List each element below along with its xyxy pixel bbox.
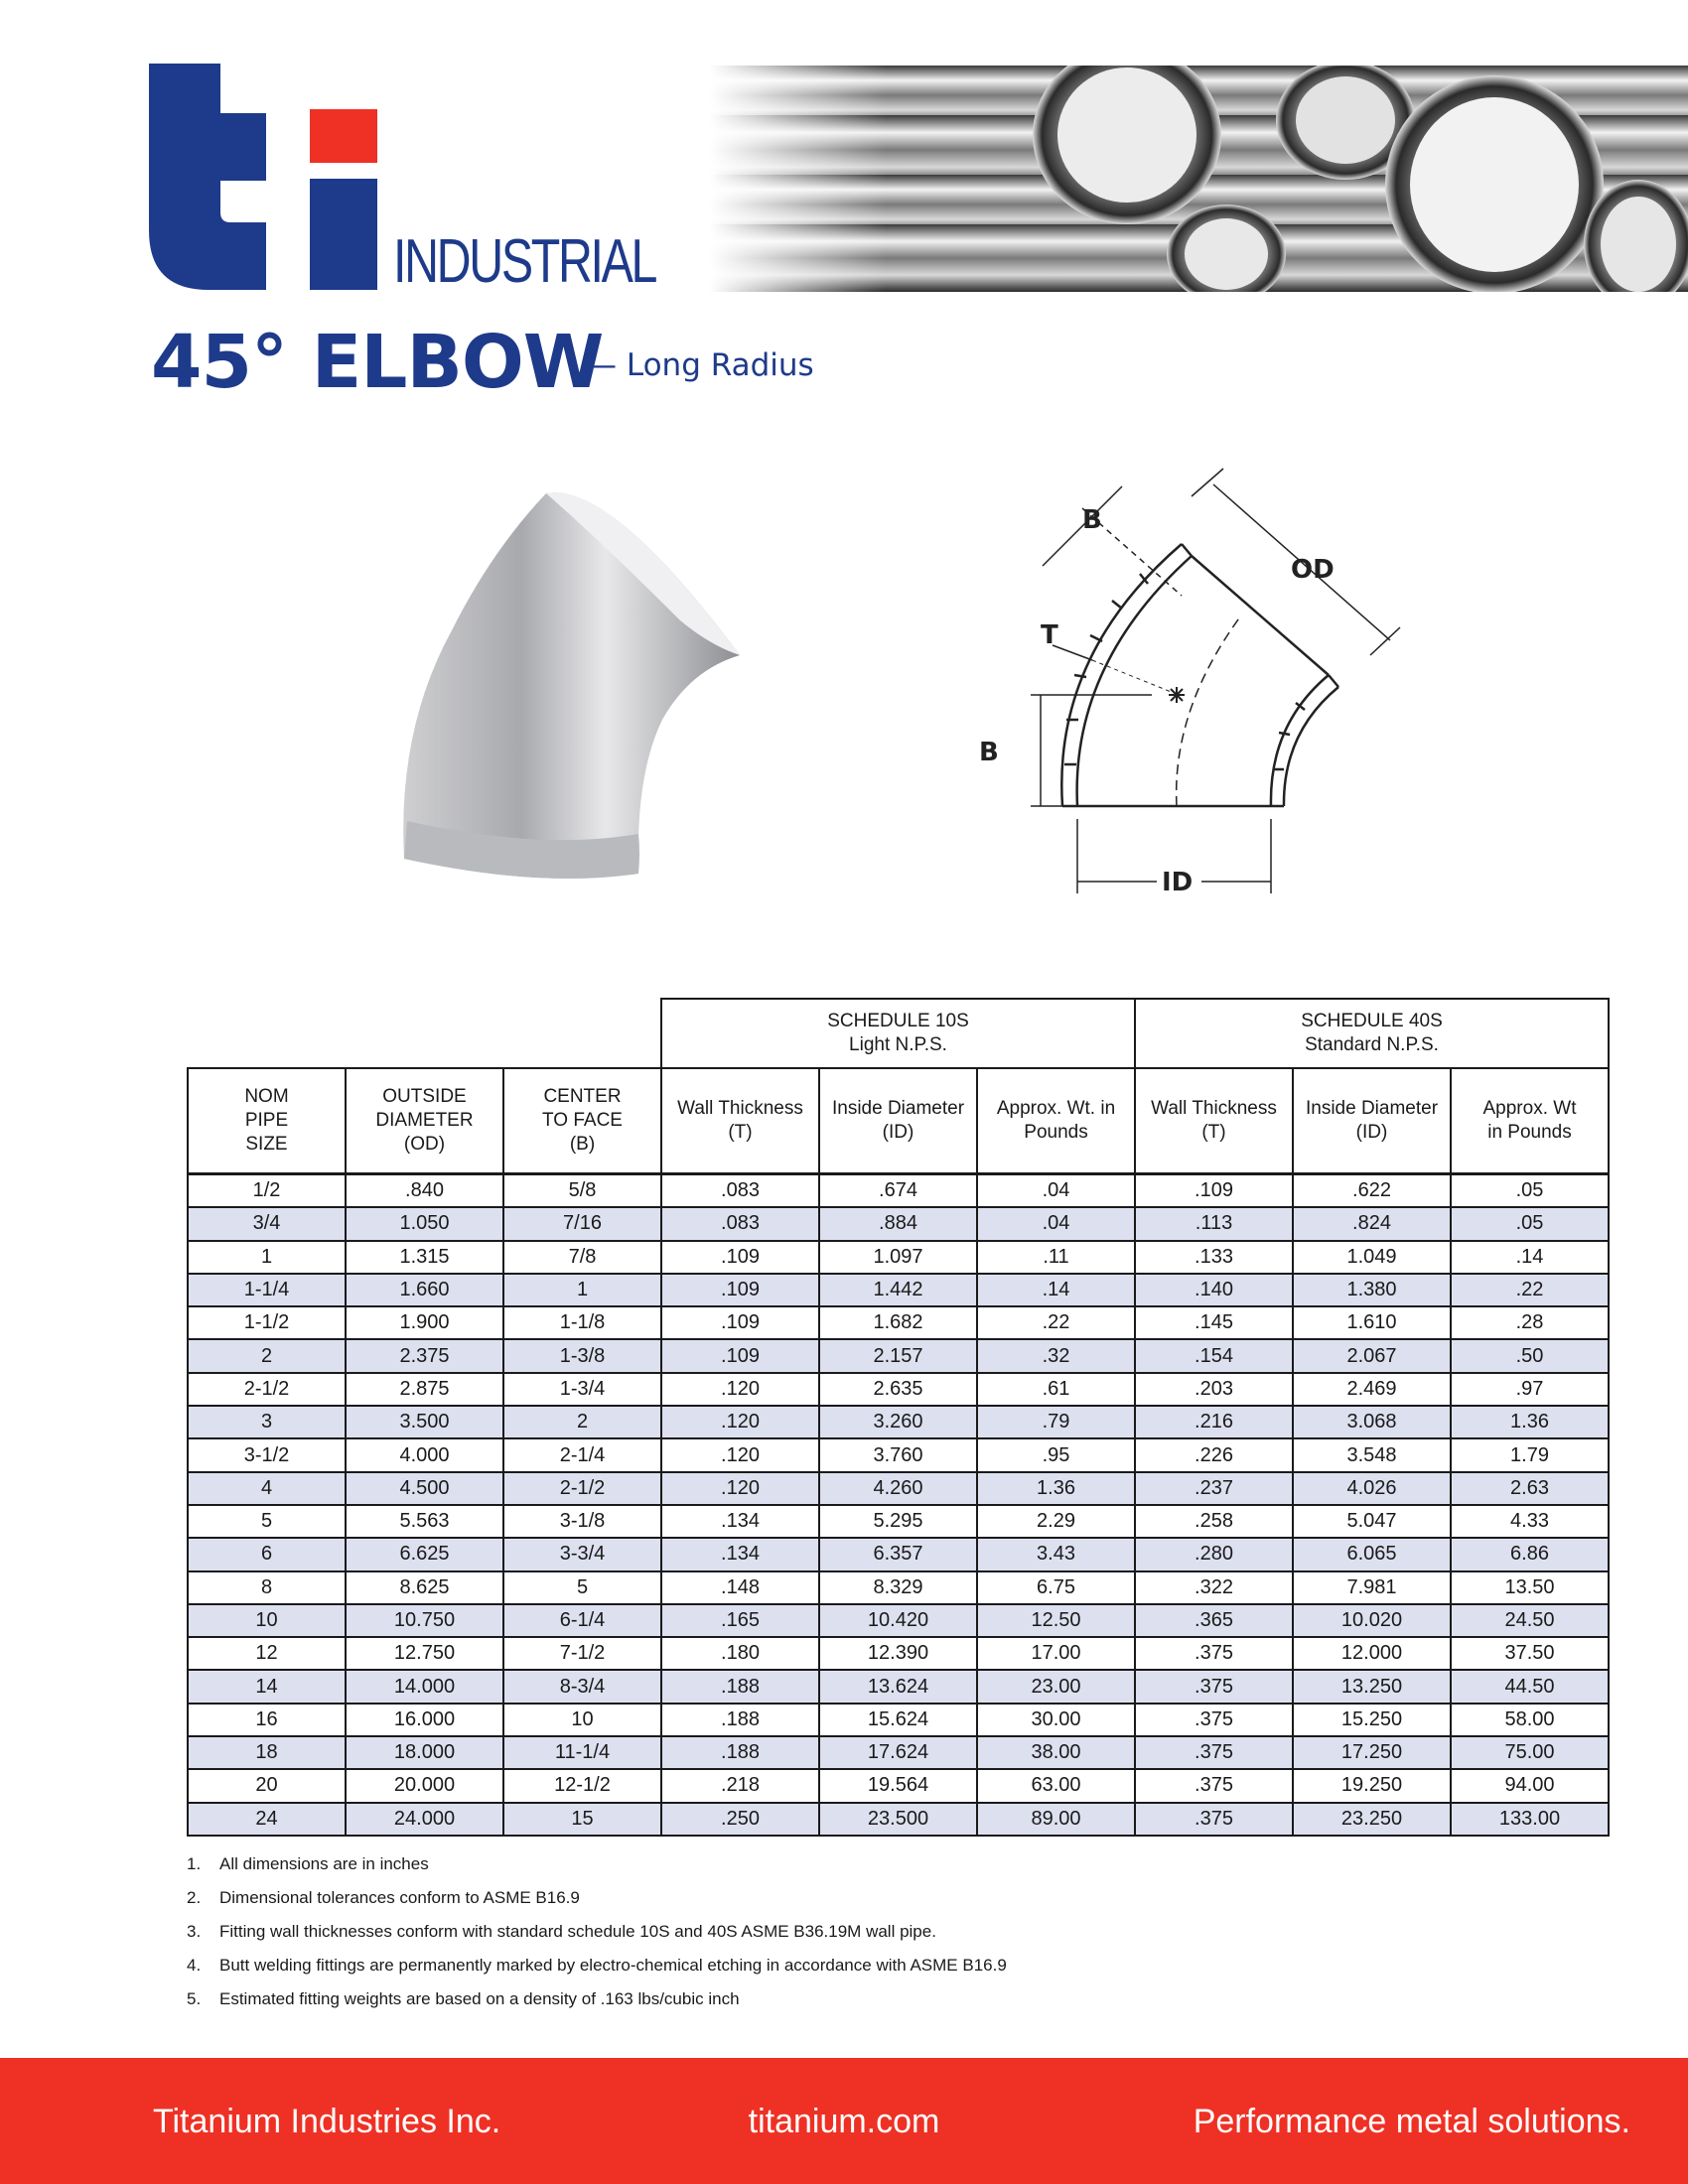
cell-10s-wall-thickness: .188	[661, 1736, 819, 1769]
page-title: 45° ELBOW	[151, 320, 604, 405]
cell-center-to-face: 3-1/8	[503, 1505, 661, 1538]
note-text: Butt welding fittings are permanently marked by electro-chemical etching in accordance with ASME B16.9	[219, 1956, 1007, 1975]
group-header-line: SCHEDULE 10S	[827, 1011, 969, 1031]
cell-40s-inside-diameter: 4.026	[1293, 1472, 1451, 1505]
note-number: 5.	[187, 1989, 202, 2008]
pipes-banner-image	[710, 66, 1688, 292]
cell-nom-pipe-size: 18	[188, 1736, 346, 1769]
header-line: (OD)	[403, 1134, 446, 1155]
cell-40s-weight: .05	[1451, 1174, 1609, 1208]
cell-40s-inside-diameter: 1.049	[1293, 1241, 1451, 1274]
cell-nom-pipe-size: 1-1/4	[188, 1274, 346, 1306]
header-line: OUTSIDE	[382, 1086, 467, 1107]
header-line: in Pounds	[1487, 1122, 1572, 1143]
cell-center-to-face: 1-3/8	[503, 1339, 661, 1372]
header-line: TO FACE	[542, 1110, 623, 1131]
cell-10s-weight: 63.00	[977, 1769, 1135, 1802]
cell-center-to-face: 11-1/4	[503, 1736, 661, 1769]
cell-10s-inside-diameter: 5.295	[819, 1505, 977, 1538]
cell-outside-diameter: 2.375	[346, 1339, 503, 1372]
cell-40s-weight: .50	[1451, 1339, 1609, 1372]
cell-10s-inside-diameter: 4.260	[819, 1472, 977, 1505]
cell-outside-diameter: 1.900	[346, 1306, 503, 1339]
cell-center-to-face: 5/8	[503, 1174, 661, 1208]
page-subtitle: — Long Radius	[586, 347, 814, 383]
cell-outside-diameter: 4.500	[346, 1472, 503, 1505]
cell-40s-inside-diameter: 17.250	[1293, 1736, 1451, 1769]
header-line: Approx. Wt. in	[996, 1098, 1116, 1119]
cell-nom-pipe-size: 4	[188, 1472, 346, 1505]
group-header-line: SCHEDULE 40S	[1301, 1011, 1443, 1031]
cell-10s-inside-diameter: 6.357	[819, 1538, 977, 1570]
cell-outside-diameter: 12.750	[346, 1637, 503, 1670]
diagram-label-od: OD	[1291, 555, 1335, 585]
col-header-10s-inside-diameter	[819, 1068, 977, 1174]
cell-40s-wall-thickness: .375	[1135, 1670, 1293, 1703]
cell-nom-pipe-size: 3/4	[188, 1207, 346, 1240]
table-row	[188, 1604, 1609, 1637]
ti-logo	[149, 64, 387, 292]
header-line: (B)	[569, 1134, 596, 1155]
cell-10s-weight: 12.50	[977, 1604, 1135, 1637]
cell-nom-pipe-size: 20	[188, 1769, 346, 1802]
cell-40s-wall-thickness: .145	[1135, 1306, 1293, 1339]
col-header-center-to-face	[503, 1068, 661, 1174]
table-row	[188, 1406, 1609, 1438]
cell-40s-inside-diameter: 2.469	[1293, 1373, 1451, 1406]
cell-40s-wall-thickness: .226	[1135, 1438, 1293, 1471]
header-line: Approx. Wt	[1482, 1098, 1577, 1119]
cell-40s-inside-diameter: 12.000	[1293, 1637, 1451, 1670]
cell-nom-pipe-size: 24	[188, 1803, 346, 1836]
header-line: Wall Thickness	[1151, 1098, 1277, 1119]
cell-center-to-face: 7/16	[503, 1207, 661, 1240]
cell-10s-wall-thickness: .250	[661, 1803, 819, 1836]
cell-10s-inside-diameter: .884	[819, 1207, 977, 1240]
cell-10s-wall-thickness: .165	[661, 1604, 819, 1637]
cell-40s-weight: 94.00	[1451, 1769, 1609, 1802]
cell-40s-weight: 58.00	[1451, 1704, 1609, 1736]
cell-10s-inside-diameter: 10.420	[819, 1604, 977, 1637]
cell-10s-weight: .11	[977, 1241, 1135, 1274]
note-number: 3.	[187, 1922, 202, 1941]
group-header-schedule-10s	[661, 999, 1135, 1068]
cell-nom-pipe-size: 10	[188, 1604, 346, 1637]
table-corner-blank	[188, 999, 661, 1068]
table-row	[188, 1670, 1609, 1703]
cell-40s-inside-diameter: 10.020	[1293, 1604, 1451, 1637]
cell-10s-weight: .79	[977, 1406, 1135, 1438]
cell-40s-weight: 75.00	[1451, 1736, 1609, 1769]
cell-outside-diameter: 3.500	[346, 1406, 503, 1438]
cell-40s-wall-thickness: .375	[1135, 1769, 1293, 1802]
industrial-label: INDUSTRIAL	[393, 227, 656, 296]
header-line: Pounds	[1024, 1122, 1088, 1143]
cell-40s-weight: .05	[1451, 1207, 1609, 1240]
elbow-photo-image	[392, 481, 770, 879]
cell-nom-pipe-size: 2	[188, 1339, 346, 1372]
cell-40s-inside-diameter: 2.067	[1293, 1339, 1451, 1372]
cell-center-to-face: 7-1/2	[503, 1637, 661, 1670]
table-row	[188, 1472, 1609, 1505]
cell-outside-diameter: 20.000	[346, 1769, 503, 1802]
cell-40s-weight: 4.33	[1451, 1505, 1609, 1538]
col-header-40s-inside-diameter	[1293, 1068, 1451, 1174]
footer-slogan: Performance metal solutions.	[1193, 2103, 1630, 2140]
cell-40s-weight: .14	[1451, 1241, 1609, 1274]
header-line: (ID)	[1355, 1122, 1388, 1143]
table-row	[188, 1803, 1609, 1836]
cell-outside-diameter: 1.660	[346, 1274, 503, 1306]
cell-40s-inside-diameter: 1.380	[1293, 1274, 1451, 1306]
cell-10s-inside-diameter: 2.157	[819, 1339, 977, 1372]
diagram-label-t: T	[1041, 620, 1058, 650]
cell-10s-weight: .04	[977, 1174, 1135, 1208]
header-line: SIZE	[245, 1134, 288, 1155]
cell-center-to-face: 15	[503, 1803, 661, 1836]
cell-outside-diameter: 16.000	[346, 1704, 503, 1736]
col-header-10s-weight	[977, 1068, 1135, 1174]
cell-nom-pipe-size: 1	[188, 1241, 346, 1274]
cell-center-to-face: 5	[503, 1571, 661, 1604]
table-row	[188, 1538, 1609, 1570]
table-row	[188, 1174, 1609, 1208]
cell-10s-wall-thickness: .083	[661, 1207, 819, 1240]
note-number: 2.	[187, 1888, 202, 1907]
cell-40s-inside-diameter: 3.548	[1293, 1438, 1451, 1471]
cell-10s-weight: 89.00	[977, 1803, 1135, 1836]
cell-40s-wall-thickness: .365	[1135, 1604, 1293, 1637]
cell-outside-diameter: .840	[346, 1174, 503, 1208]
cell-40s-inside-diameter: 19.250	[1293, 1769, 1451, 1802]
diagram-label-b-top: B	[1082, 505, 1102, 535]
header-line: CENTER	[543, 1086, 622, 1107]
cell-10s-weight: .32	[977, 1339, 1135, 1372]
cell-10s-inside-diameter: 12.390	[819, 1637, 977, 1670]
cell-nom-pipe-size: 5	[188, 1505, 346, 1538]
table-row	[188, 1373, 1609, 1406]
cell-10s-weight: 2.29	[977, 1505, 1135, 1538]
col-header-10s-wall-thickness	[661, 1068, 819, 1174]
cell-nom-pipe-size: 6	[188, 1538, 346, 1570]
cell-nom-pipe-size: 8	[188, 1571, 346, 1604]
cell-center-to-face: 1-1/8	[503, 1306, 661, 1339]
footer-company: Titanium Industries Inc.	[153, 2103, 501, 2140]
cell-40s-wall-thickness: .154	[1135, 1339, 1293, 1372]
cell-40s-weight: 44.50	[1451, 1670, 1609, 1703]
cell-center-to-face: 1-3/4	[503, 1373, 661, 1406]
elbow-dimension-diagram	[953, 467, 1410, 903]
cell-10s-weight: 23.00	[977, 1670, 1135, 1703]
footer-bar	[0, 2058, 1688, 2184]
cell-10s-weight: 1.36	[977, 1472, 1135, 1505]
cell-10s-weight: .22	[977, 1306, 1135, 1339]
header-line: PIPE	[244, 1110, 289, 1131]
col-header-40s-wall-thickness	[1135, 1068, 1293, 1174]
diagram-label-id: ID	[1162, 868, 1194, 897]
cell-10s-wall-thickness: .109	[661, 1241, 819, 1274]
note-number: 1.	[187, 1854, 202, 1873]
note-number: 4.	[187, 1956, 202, 1975]
cell-10s-wall-thickness: .120	[661, 1406, 819, 1438]
cell-outside-diameter: 1.315	[346, 1241, 503, 1274]
table-row	[188, 1438, 1609, 1471]
col-header-40s-weight	[1451, 1068, 1609, 1174]
cell-outside-diameter: 14.000	[346, 1670, 503, 1703]
table-row	[188, 1207, 1609, 1240]
cell-40s-wall-thickness: .322	[1135, 1571, 1293, 1604]
cell-40s-wall-thickness: .133	[1135, 1241, 1293, 1274]
cell-center-to-face: 12-1/2	[503, 1769, 661, 1802]
cell-40s-wall-thickness: .203	[1135, 1373, 1293, 1406]
cell-nom-pipe-size: 1-1/2	[188, 1306, 346, 1339]
header-line: (ID)	[882, 1122, 914, 1143]
cell-10s-wall-thickness: .134	[661, 1538, 819, 1570]
cell-10s-wall-thickness: .120	[661, 1438, 819, 1471]
cell-40s-weight: 2.63	[1451, 1472, 1609, 1505]
cell-40s-weight: 24.50	[1451, 1604, 1609, 1637]
cell-10s-weight: .61	[977, 1373, 1135, 1406]
cell-40s-inside-diameter: .622	[1293, 1174, 1451, 1208]
cell-10s-inside-diameter: 15.624	[819, 1704, 977, 1736]
cell-40s-wall-thickness: .237	[1135, 1472, 1293, 1505]
cell-10s-inside-diameter: 2.635	[819, 1373, 977, 1406]
note-text: Estimated fitting weights are based on a density of .163 lbs/cubic inch	[219, 1989, 740, 2008]
cell-40s-inside-diameter: 6.065	[1293, 1538, 1451, 1570]
cell-nom-pipe-size: 1/2	[188, 1174, 346, 1208]
diagram-label-b-left: B	[979, 738, 999, 767]
cell-10s-wall-thickness: .083	[661, 1174, 819, 1208]
cell-10s-weight: 3.43	[977, 1538, 1135, 1570]
cell-40s-wall-thickness: .140	[1135, 1274, 1293, 1306]
cell-outside-diameter: 8.625	[346, 1571, 503, 1604]
table-row	[188, 1769, 1609, 1802]
cell-outside-diameter: 6.625	[346, 1538, 503, 1570]
header-line: (T)	[728, 1122, 753, 1143]
cell-outside-diameter: 4.000	[346, 1438, 503, 1471]
group-header-line: Light N.P.S.	[849, 1034, 947, 1055]
cell-40s-inside-diameter: 15.250	[1293, 1704, 1451, 1736]
cell-10s-inside-diameter: 19.564	[819, 1769, 977, 1802]
cell-10s-inside-diameter: 8.329	[819, 1571, 977, 1604]
cell-10s-weight: 17.00	[977, 1637, 1135, 1670]
cell-40s-weight: .97	[1451, 1373, 1609, 1406]
cell-40s-weight: 1.36	[1451, 1406, 1609, 1438]
table-row	[188, 1704, 1609, 1736]
cell-40s-wall-thickness: .280	[1135, 1538, 1293, 1570]
cell-40s-inside-diameter: 13.250	[1293, 1670, 1451, 1703]
cell-40s-weight: 133.00	[1451, 1803, 1609, 1836]
cell-10s-inside-diameter: 1.097	[819, 1241, 977, 1274]
cell-nom-pipe-size: 12	[188, 1637, 346, 1670]
cell-40s-wall-thickness: .375	[1135, 1704, 1293, 1736]
col-header-nom-pipe-size	[188, 1068, 346, 1174]
cell-center-to-face: 2	[503, 1406, 661, 1438]
cell-40s-inside-diameter: 1.610	[1293, 1306, 1451, 1339]
cell-40s-wall-thickness: .375	[1135, 1736, 1293, 1769]
cell-nom-pipe-size: 3-1/2	[188, 1438, 346, 1471]
cell-10s-wall-thickness: .218	[661, 1769, 819, 1802]
cell-10s-inside-diameter: 1.682	[819, 1306, 977, 1339]
group-header-line: Standard N.P.S.	[1305, 1034, 1439, 1055]
cell-40s-inside-diameter: .824	[1293, 1207, 1451, 1240]
cell-40s-wall-thickness: .375	[1135, 1803, 1293, 1836]
cell-40s-wall-thickness: .216	[1135, 1406, 1293, 1438]
table-row	[188, 1339, 1609, 1372]
cell-40s-inside-diameter: 3.068	[1293, 1406, 1451, 1438]
note-text: Dimensional tolerances conform to ASME B16.9	[219, 1888, 580, 1907]
cell-10s-wall-thickness: .109	[661, 1339, 819, 1372]
cell-10s-inside-diameter: 13.624	[819, 1670, 977, 1703]
cell-10s-inside-diameter: 3.760	[819, 1438, 977, 1471]
cell-outside-diameter: 2.875	[346, 1373, 503, 1406]
table-row	[188, 1736, 1609, 1769]
table-body	[188, 1174, 1609, 1836]
note-text: Fitting wall thicknesses conform with standard schedule 10S and 40S ASME B36.19M wall pipe.	[219, 1922, 936, 1941]
cell-10s-inside-diameter: 23.500	[819, 1803, 977, 1836]
cell-center-to-face: 10	[503, 1704, 661, 1736]
cell-10s-weight: .04	[977, 1207, 1135, 1240]
cell-10s-weight: .95	[977, 1438, 1135, 1471]
cell-10s-wall-thickness: .188	[661, 1670, 819, 1703]
header-line: NOM	[244, 1086, 289, 1107]
cell-40s-weight: .22	[1451, 1274, 1609, 1306]
cell-10s-inside-diameter: .674	[819, 1174, 977, 1208]
cell-10s-weight: 6.75	[977, 1571, 1135, 1604]
cell-40s-weight: 13.50	[1451, 1571, 1609, 1604]
cell-10s-wall-thickness: .120	[661, 1373, 819, 1406]
cell-40s-wall-thickness: .113	[1135, 1207, 1293, 1240]
cell-outside-diameter: 24.000	[346, 1803, 503, 1836]
header-line: Inside Diameter	[831, 1098, 965, 1119]
cell-center-to-face: 8-3/4	[503, 1670, 661, 1703]
cell-40s-weight: 6.86	[1451, 1538, 1609, 1570]
cell-10s-wall-thickness: .120	[661, 1472, 819, 1505]
cell-10s-wall-thickness: .109	[661, 1274, 819, 1306]
cell-center-to-face: 6-1/4	[503, 1604, 661, 1637]
cell-10s-weight: .14	[977, 1274, 1135, 1306]
elbow-spec-table	[187, 998, 1610, 1837]
cell-center-to-face: 2-1/2	[503, 1472, 661, 1505]
cell-40s-wall-thickness: .109	[1135, 1174, 1293, 1208]
header-line: (T)	[1201, 1122, 1226, 1143]
header-line: DIAMETER	[375, 1110, 474, 1131]
cell-40s-wall-thickness: .375	[1135, 1637, 1293, 1670]
table-row	[188, 1241, 1609, 1274]
cell-10s-inside-diameter: 1.442	[819, 1274, 977, 1306]
cell-10s-wall-thickness: .188	[661, 1704, 819, 1736]
cell-10s-weight: 30.00	[977, 1704, 1135, 1736]
cell-40s-weight: 37.50	[1451, 1637, 1609, 1670]
cell-center-to-face: 2-1/4	[503, 1438, 661, 1471]
cell-outside-diameter: 18.000	[346, 1736, 503, 1769]
cell-nom-pipe-size: 14	[188, 1670, 346, 1703]
table-row	[188, 1637, 1609, 1670]
cell-40s-wall-thickness: .258	[1135, 1505, 1293, 1538]
cell-center-to-face: 7/8	[503, 1241, 661, 1274]
cell-outside-diameter: 10.750	[346, 1604, 503, 1637]
cell-10s-wall-thickness: .180	[661, 1637, 819, 1670]
cell-40s-inside-diameter: 23.250	[1293, 1803, 1451, 1836]
col-header-outside-diameter	[346, 1068, 503, 1174]
header-line: Wall Thickness	[677, 1098, 803, 1119]
cell-center-to-face: 3-3/4	[503, 1538, 661, 1570]
cell-center-to-face: 1	[503, 1274, 661, 1306]
table-row	[188, 1306, 1609, 1339]
cell-nom-pipe-size: 2-1/2	[188, 1373, 346, 1406]
cell-nom-pipe-size: 3	[188, 1406, 346, 1438]
cell-40s-weight: .28	[1451, 1306, 1609, 1339]
cell-40s-inside-diameter: 5.047	[1293, 1505, 1451, 1538]
header-line: Inside Diameter	[1305, 1098, 1439, 1119]
cell-10s-wall-thickness: .109	[661, 1306, 819, 1339]
footer-website-link[interactable]: titanium.com	[748, 2103, 940, 2140]
table-row	[188, 1571, 1609, 1604]
cell-10s-wall-thickness: .148	[661, 1571, 819, 1604]
table-row	[188, 1505, 1609, 1538]
cell-10s-wall-thickness: .134	[661, 1505, 819, 1538]
table-row	[188, 1274, 1609, 1306]
note-text: All dimensions are in inches	[219, 1854, 429, 1873]
cell-10s-weight: 38.00	[977, 1736, 1135, 1769]
cell-outside-diameter: 1.050	[346, 1207, 503, 1240]
group-header-schedule-40s	[1135, 999, 1609, 1068]
cell-outside-diameter: 5.563	[346, 1505, 503, 1538]
cell-40s-weight: 1.79	[1451, 1438, 1609, 1471]
cell-40s-inside-diameter: 7.981	[1293, 1571, 1451, 1604]
cell-nom-pipe-size: 16	[188, 1704, 346, 1736]
cell-10s-inside-diameter: 3.260	[819, 1406, 977, 1438]
cell-10s-inside-diameter: 17.624	[819, 1736, 977, 1769]
